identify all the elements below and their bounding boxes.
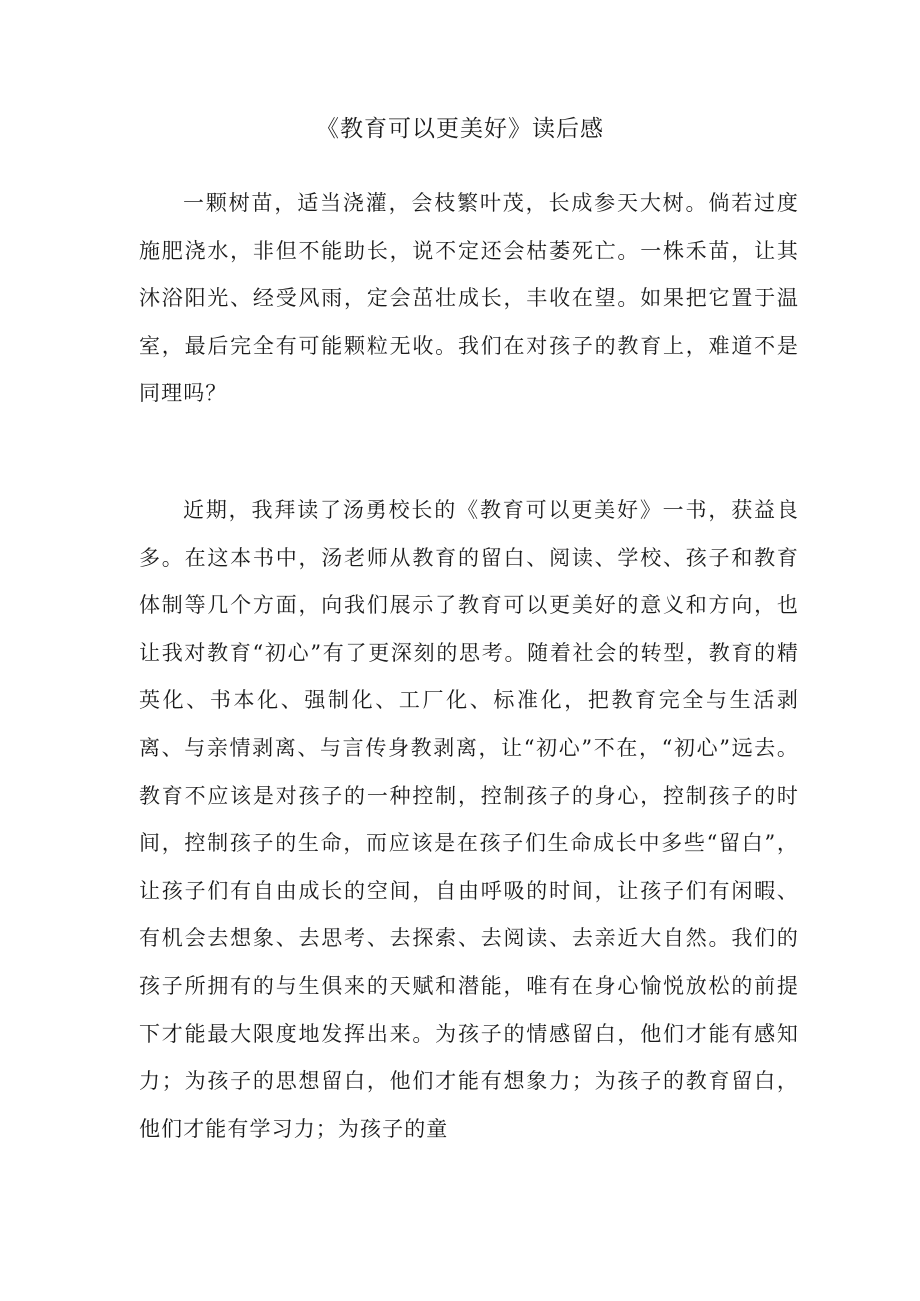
paragraph-2: 近期，我拜读了汤勇校长的《教育可以更美好》一书，获益良多。在这本书中，汤老师从教育的留白、阅读、学校、孩子和教育体制等几个方面，向我们展示了教育可以更美好的意义和方向，也让我对教育“初心”有了更深刻的思考。随着社会的转型，教育的精英化、书本化、强制化、工厂化、标准化，把教育完全与生活剥离、与亲情剥离、与言传身教剥离，让“初心”不在，“初心”远去。教育不应该是对孩子的一种控制，控制孩子的身心，控制孩子的时间，控制孩子的生命，而应该是在孩子们生命成长中多些“留白”，让孩子们有自由成长的空间，自由呼吸的时间，让孩子们有闲暇、有机会去想象、去思考、去探索、去阅读、去亲近大自然。我们的孩子所拥有的与生俱来的天赋和潜能，唯有在身心愉悦放松的前提下才能最大限度地发挥出来。为孩子的情感留白，他们才能有感知力；为孩子的思想留白，他们才能有想象力；为孩子的教育留白，他们才能有学习力；为孩子的童 <box>139 498 799 1141</box>
paragraph-1: 一颗树苗，适当浇灌，会枝繁叶茂，长成参天大树。倘若过度施肥浇水，非但不能助长，说不定还会枯萎死亡。一株禾苗，让其沐浴阳光、经受风雨，定会茁壮成长，丰收在望。如果把它置于温室，最后完全有可能颗粒无收。我们在对孩子的教育上，难道不是同理吗？ <box>139 191 799 406</box>
document-title: 《教育可以更美好》读后感 <box>316 116 604 142</box>
